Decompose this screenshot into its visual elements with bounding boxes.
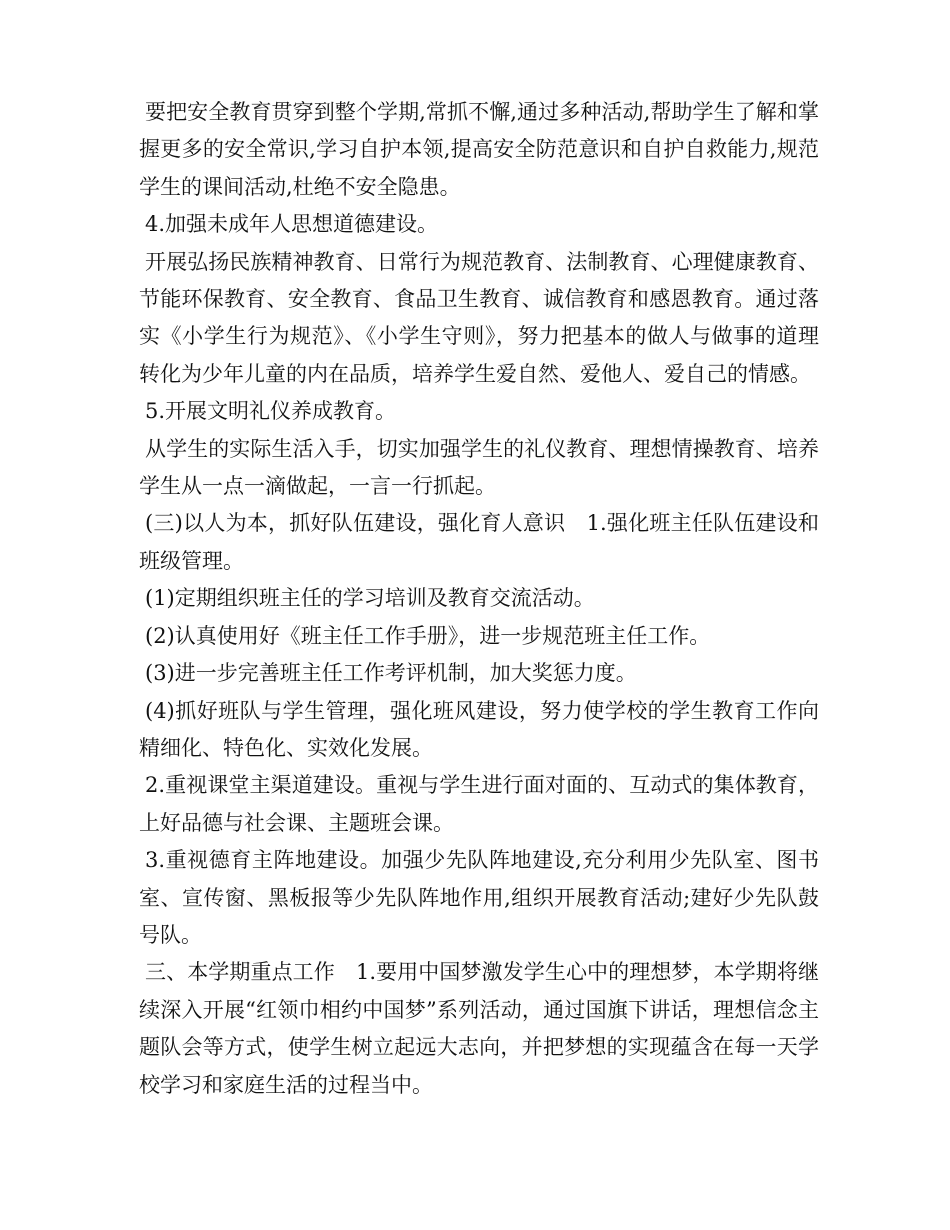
list-item-3: (3)进一步完善班主任工作考评机制，加大奖惩力度。 xyxy=(145,661,637,686)
paragraph-moral-base: 3.重视德育主阵地建设。加强少先队阵地建设,充分利用少先队室、图书室、宣传窗、黑板报等少先队阵地作用,组织开展教育活动;建好少先队鼓号队。 xyxy=(139,848,819,947)
paragraph-classroom-channel: 2.重视课堂主渠道建设。重视与学生进行面对面的、互动式的集体教育，上好品德与社会课、主题班会课。 xyxy=(139,773,819,835)
paragraph-key-work: 三、本学期重点工作 1.要用中国梦激发学生心中的理想梦，本学期将继续深入开展“红领巾相约中国梦”系列活动，通过国旗下讲话，理想信念主题队会等方式，使学生树立起远大志向，并把梦想的实现蕴含在每一天学校学习和家庭生活的过程当中。 xyxy=(139,960,819,1097)
list-item-4: (4)抓好班队与学生管理，强化班风建设，努力使学校的学生教育工作向精细化、特色化、实效化发展。 xyxy=(139,698,819,760)
heading-item-4: 4.加强未成年人思想道德建设。 xyxy=(145,212,439,237)
paragraph-etiquette-education: 从学生的实际生活入手，切实加强学生的礼仪教育、理想情操教育、培养学生从一点一滴做起，一言一行抓起。 xyxy=(139,436,819,499)
heading-item-5: 5.开展文明礼仪养成教育。 xyxy=(145,399,397,424)
document-body xyxy=(139,94,819,1104)
heading-section-3: (三)以人为本，抓好队伍建设，强化育人意识 1.强化班主任队伍建设和班级管理。 xyxy=(139,511,819,573)
paragraph-safety-education: 要把安全教育贯穿到整个学期,常抓不懈,通过多种活动,帮助学生了解和掌握更多的安全常识,学习自护本领,提高安全防范意识和自护自救能力,规范学生的课间活动,杜绝不安全隐患。 xyxy=(139,100,819,199)
list-item-1: (1)定期组织班主任的学习培训及教育交流活动。 xyxy=(145,586,595,611)
list-item-2: (2)认真使用好《班主任工作手册》，进一步规范班主任工作。 xyxy=(145,623,711,648)
paragraph-moral-education: 开展弘扬民族精神教育、日常行为规范教育、法制教育、心理健康教育、节能环保教育、安全教育、食品卫生教育、诚信教育和感恩教育。通过落实《小学生行为规范》、《小学生守则》，努力把基本的做人与做事的道理转化为少年儿童的内在品质，培养学生爱自然、爱他人、爱自己的情感。 xyxy=(139,249,819,386)
